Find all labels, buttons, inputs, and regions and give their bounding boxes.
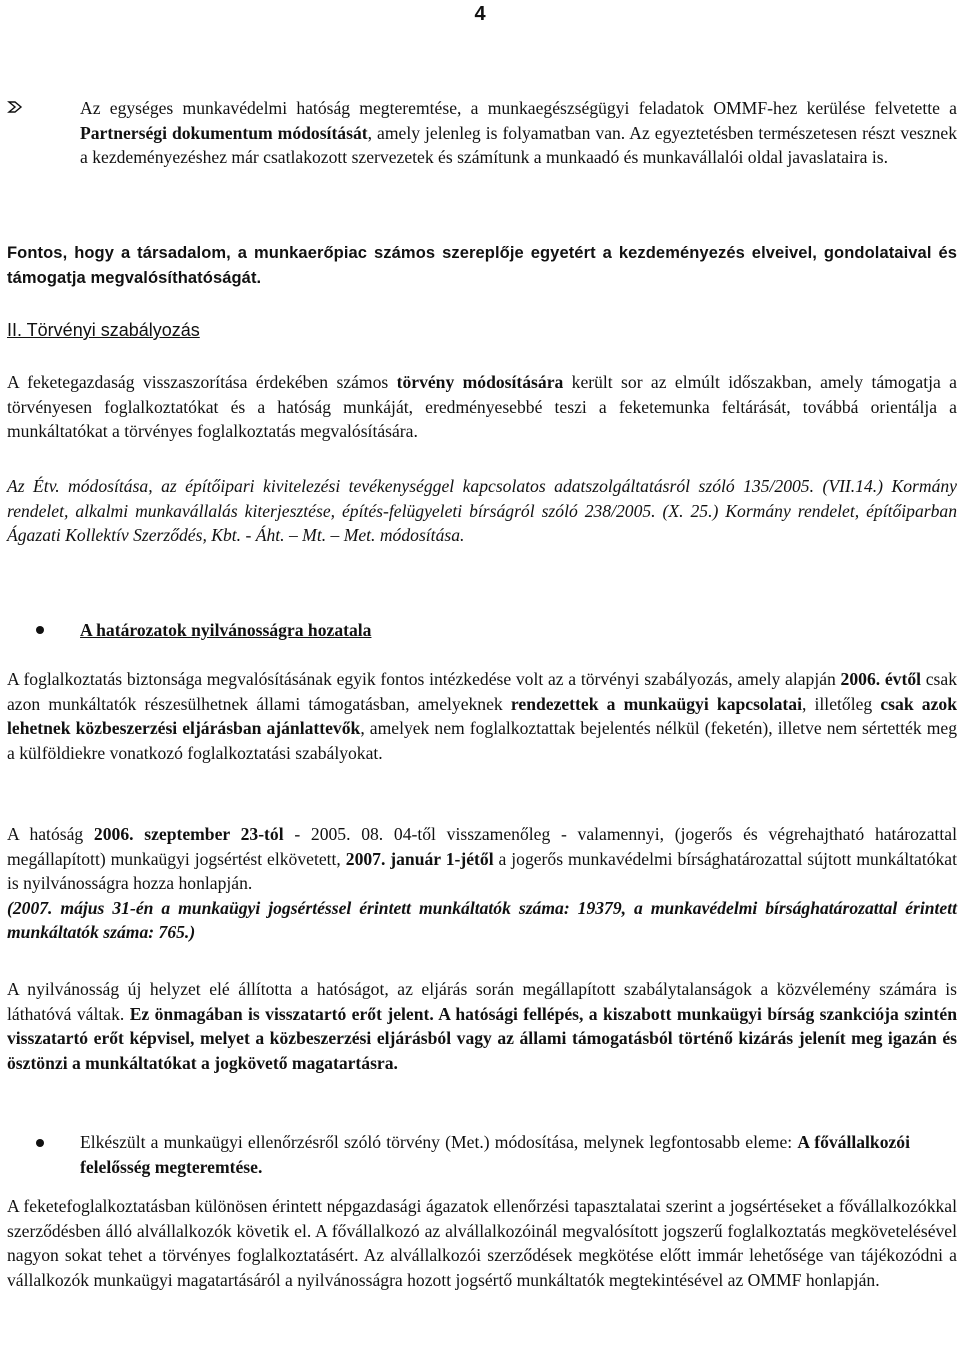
section-2-paragraph-2 [7, 474, 957, 548]
b1p3-bold-1: Ez önmagában is visszatartó erőt jelent. A hatósági fellépés, a kiszabott munkaügyi bírság szankciója szintén visszatartó erőt képvisel, melyet a közbeszerzési eljárásból vagy az állami támogatásból történő kizárás jelenít meg igazán és ösztönzi a munkáltatókat a jogkövető magatartásra. [7, 1003, 957, 1073]
arrow-check-icon [7, 97, 27, 117]
intro-bold-1: Partnerségi dokumentum módosítását [80, 122, 368, 143]
section-2-heading: II. Törvényi szabályozás [7, 320, 200, 340]
bullet-1-heading-wrap [80, 618, 957, 643]
intro-bullet-text [80, 96, 957, 170]
b1p1-bold-1: 2006. évtől [840, 669, 922, 689]
s2p1-text-1: A feketegazdaság visszaszorítása érdekében számos [7, 372, 397, 392]
s2p1-bold-1: törvény módosítására [396, 372, 564, 392]
s2p2-italic-2: Kormány rendelet, alkalmi munkavállalás kiterjesztése, építés-felügyeleti bírságról szóló 238/2005. (X. 25.) [7, 476, 957, 521]
s2p1-text-2: került sor az elmúlt időszakban, amely támogatja a törvényesen foglalkoztatókat és a hatóság munkáját, eredményesebbé teszi a feketemunka feltárását, továbbá orientálja a munkáltatókat a törvényes foglalkoztatás megvalósítására. [7, 372, 957, 441]
b1p2-text-2: - 2005. 08. 04-től visszamenőleg - valamennyi, (jogerős és végrehajtható határozattal megállapított) munkaügyi jogsértést elkövetett, [7, 824, 957, 869]
b1p2-bold-2: 2007. január 1-jétől [345, 848, 494, 869]
bullet-2-text [80, 1130, 910, 1179]
b1p1-text-1: A foglalkoztatás biztonsága megvalósításának egyik fontos intézkedése volt az a törvényi szabályozás, amely alapján [7, 669, 841, 689]
b1p2-bold-italic: (2007. május 31-én a munkaügyi jogsértéssel érintett munkáltatók száma: 19379, a munkavédelmi bírsághatározattal érintett munkáltatók száma: 765.) [7, 897, 957, 942]
bullet-dot [36, 626, 44, 634]
b1p1-text-2: csak azon munkáltatók részesülhetnek állami támogatásban, amelyeknek [7, 669, 957, 714]
bullet-2-paragraph: A feketefoglalkoztatásban különösen érintett népgazdasági ágazatok ellenőrzési tapasztalatai szerint a jogsértéseket a fővállalkozókkal szerződésben álló alvállalkozók követik el. A fővállalkozó az alvállalkozóinál megvalósított jogszerű foglalkoztatás megkövetelésével nagyon sokat tehet a törvényes foglalkoztatásért. Az alvállalkozói szerződések megkötése előtt immár lehetősége van tájékozódni a vállalkozók munkaügyi magatartásáról a nyilvánosságra hozott jogsértő munkáltatók megtekintésével az OMMF honlapján. [7, 1196, 957, 1290]
section-2-paragraph-1 [7, 370, 957, 444]
b1p1-text-4: , amelyek nem foglalkoztattak bejelentés nélkül (feketén), illetve nem sértették meg a külföldiekre vonatkozó foglalkoztatási szabályokat. [7, 718, 957, 763]
b2-text-1: Elkészült a munkaügyi ellenőrzésről szóló törvény (Met.) módosítása, melynek legfontosabb eleme: [80, 1132, 798, 1152]
b1p3-text-1: A nyilvánosság új helyzet elé állította a hatóságot, az eljárás során megállapított szabálytalanságok a közvélemény számára is láthatóvá váltak. [7, 979, 957, 1024]
b1p2-text-1: A hatóság [7, 824, 94, 844]
bullet-1-paragraph-3 [7, 977, 957, 1075]
page-number: 4 [474, 3, 486, 25]
bullet-1-paragraph-1 [7, 667, 957, 765]
b1p1-bold-3: csak azok lehetnek közbeszerzési eljárásban ajánlattevők [7, 693, 957, 738]
intro-text-1: Az egységes munkavédelmi hatóság megteremtése, a munkaegészségügyi feladatok OMMF-hez kerülése felvetette a [80, 98, 957, 118]
section-heading [7, 318, 957, 343]
bullet-1-heading: A határozatok nyilvánosságra hozatala [80, 620, 372, 640]
s2p2-italic-1: Az Étv. módosítása, az építőipari kivitelezési tevékenységgel kapcsolatos adatszolgáltatásról szóló 135/2005. (VII.14.) [7, 476, 884, 496]
b1p1-text-3: , illetőleg [801, 693, 881, 714]
bullet-dot [36, 1139, 44, 1147]
b1p1-bold-2: rendezettek a munkaügyi kapcsolatai [510, 693, 802, 714]
s2p2-italic-3: Kormány rendelet, építőiparban Ágazati Kollektív Szerződés, Kbt. - Áht. – Mt. – Met. módosítása. [7, 500, 957, 545]
b1p2-bold-1: 2006. szeptember 23-tól [93, 824, 284, 844]
b2-bold-1: A fővállalkozói felelősség megteremtése. [80, 1132, 910, 1177]
b1p2-text-3: a jogerős munkavédelmi bírsághatározattal sújtott munkáltatókat is nyilvánosságra hozza honlapján. [7, 848, 957, 893]
intro-text-2: , amely jelenleg is folyamatban van. Az egyeztetésben természetesen részt vesznek a kezdeményezéshez már csatlakozott szervezetek és számítunk a munkaadó és munkavállalói oldal javaslataira is. [80, 122, 957, 167]
bullet-1-paragraph-2 [7, 822, 957, 945]
important-note: Fontos, hogy a társadalom, a munkaerőpiac számos szereplője egyetért a kezdeményezés elveivel, gondolataival és támogatja megvalósíthatóságát. [7, 244, 957, 287]
